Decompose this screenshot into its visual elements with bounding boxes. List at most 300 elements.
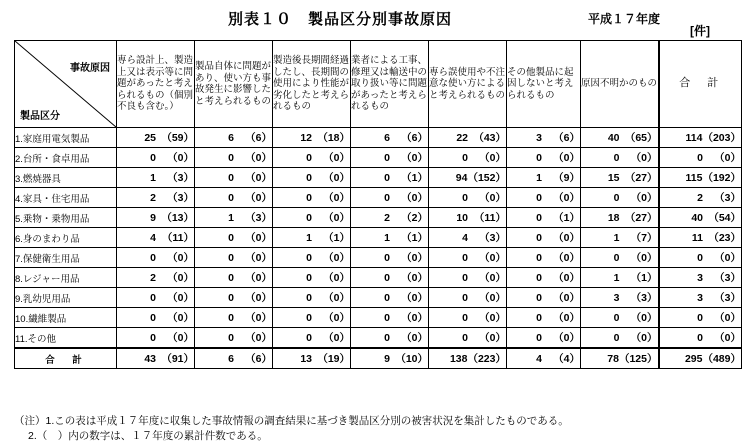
cell-value: 0 <box>613 312 620 324</box>
table-row <box>15 308 742 328</box>
cell-value: 0 <box>536 212 542 224</box>
cell-cumulative-value: 0 <box>641 332 647 344</box>
cell-cumulative-value: 0 <box>489 252 496 264</box>
cell-value: 2 <box>384 212 390 224</box>
cell-cumulative-wrap: （0） <box>323 152 350 164</box>
row-label: 7.保健衛生用品 <box>15 248 117 268</box>
cell-cumulative-value: 0 <box>333 332 340 344</box>
total-cumulative-value: 91 <box>171 353 184 365</box>
cell-cumulative-wrap: （3） <box>245 212 272 224</box>
cell-cumulative-value: 0 <box>563 232 570 244</box>
cell-cumulative-value: 0 <box>489 192 496 204</box>
cell-cumulative-value: 0 <box>411 192 418 204</box>
cell-cumulative-wrap: （0） <box>714 252 741 264</box>
cell-value: 0 <box>384 152 390 164</box>
table-cell <box>507 288 581 308</box>
cell-cumulative-value: 3 <box>724 292 731 304</box>
cell-cumulative-wrap: （0） <box>401 292 428 304</box>
cell-cumulative-wrap: （0） <box>401 272 428 284</box>
cell-cumulative-value: 0 <box>333 172 340 184</box>
cell-cumulative-wrap: （0） <box>479 192 506 204</box>
cell-cumulative-value: 1 <box>411 232 418 244</box>
cell-value: 2 <box>150 192 156 204</box>
cell-value: 0 <box>536 272 542 284</box>
cell-value: 0 <box>697 252 703 264</box>
table-cell <box>351 188 429 208</box>
table-cell <box>195 228 273 248</box>
table-row <box>15 188 742 208</box>
cell-cumulative-wrap: （6） <box>401 132 428 144</box>
cell-value: 0 <box>384 272 390 284</box>
table-cell <box>351 228 429 248</box>
title-row <box>0 8 755 30</box>
cell-cumulative-wrap: （13） <box>161 212 194 224</box>
table-cell <box>429 168 507 188</box>
cell-cumulative-value: 203 <box>712 132 731 144</box>
cell-cumulative-wrap: （0） <box>167 312 194 324</box>
table-row <box>15 268 742 288</box>
cell-cumulative-wrap: （0） <box>245 232 272 244</box>
column-header-design-manufacture: 専ら設計上、製造上又は表示等に問題があったと考えられるもの（個別不良も含む。） <box>117 41 195 128</box>
cell-cumulative-value: 0 <box>333 312 340 324</box>
table-cell <box>429 248 507 268</box>
table-row <box>15 228 742 248</box>
cell-value: 25 <box>144 132 156 144</box>
table-cell <box>581 188 659 208</box>
total-cumulative-value: 10 <box>405 353 418 365</box>
cell-value: 0 <box>306 272 312 284</box>
table-cell <box>659 148 742 168</box>
table-cell <box>195 308 273 328</box>
cell-cumulative-wrap: （0） <box>167 292 194 304</box>
cell-cumulative-value: 0 <box>177 292 184 304</box>
accident-cause-table <box>14 40 742 369</box>
table-cell <box>659 328 742 349</box>
cell-cumulative-value: 0 <box>724 332 731 344</box>
cell-cumulative-value: 0 <box>641 152 647 164</box>
cell-value: 0 <box>228 272 234 284</box>
table-row <box>15 248 742 268</box>
cell-value: 1 <box>613 272 620 284</box>
total-cumulative-wrap: （19） <box>317 353 350 365</box>
table-cell <box>195 128 273 148</box>
cell-value: 0 <box>306 312 312 324</box>
cell-value: 0 <box>228 332 234 344</box>
table-cell <box>117 328 195 349</box>
row-label: 10.繊維製品 <box>15 308 117 328</box>
cell-value: 9 <box>150 212 156 224</box>
table-row <box>15 148 742 168</box>
column-header-non-product: その他製品に起因しないと考えられるもの <box>507 41 581 128</box>
column-header-installation-repair: 業者による工事、修理又は輸送中の取り扱い等に問題があったと考えられるもの <box>351 41 429 128</box>
cell-cumulative-wrap: （0） <box>167 252 194 264</box>
table-cell <box>117 268 195 288</box>
table-cell <box>581 308 659 328</box>
cell-cumulative-wrap: （59） <box>161 132 194 144</box>
table-cell <box>273 288 351 308</box>
table-cell <box>581 168 659 188</box>
cell-value: 0 <box>613 152 620 164</box>
cell-cumulative-value: 65 <box>635 132 647 144</box>
cell-cumulative-value: 1 <box>333 232 340 244</box>
cell-value: 114 <box>685 132 703 144</box>
cell-cumulative-value: 0 <box>489 312 496 324</box>
cell-cumulative-wrap: （6） <box>245 132 272 144</box>
table-cell <box>581 268 659 288</box>
cell-value: 0 <box>697 332 703 344</box>
cell-cumulative-value: 0 <box>724 152 731 164</box>
cell-value: 0 <box>462 292 468 304</box>
table-cell <box>351 328 429 349</box>
total-cumulative-value: 489 <box>712 353 731 365</box>
cell-value: 0 <box>536 192 542 204</box>
cell-cumulative-value: 0 <box>724 252 731 264</box>
table-cell <box>351 248 429 268</box>
table-cell <box>507 328 581 349</box>
cell-cumulative-wrap: （203） <box>702 132 741 144</box>
table-cell <box>659 288 742 308</box>
table-cell <box>195 248 273 268</box>
cell-value: 11 <box>691 232 703 244</box>
table-cell <box>581 248 659 268</box>
cell-value: 1 <box>306 232 312 244</box>
table-cell <box>273 268 351 288</box>
cell-value: 0 <box>228 232 234 244</box>
cell-value: 0 <box>462 312 468 324</box>
column-header-aging: 製造後長期間経過したし、長期間の使用により性能が劣化したと考えられるもの <box>273 41 351 128</box>
cell-cumulative-value: 0 <box>333 272 340 284</box>
cell-value: 6 <box>228 132 234 144</box>
table-cell <box>195 328 273 349</box>
cell-cumulative-value: 0 <box>333 292 340 304</box>
cell-cumulative-value: 23 <box>718 232 731 244</box>
total-cumulative-value: 4 <box>563 353 570 365</box>
row-label: 5.乗物・乗物用品 <box>15 208 117 228</box>
cell-cumulative-wrap: （6） <box>553 132 580 144</box>
cell-cumulative-value: 43 <box>483 132 496 144</box>
cell-cumulative-value: 0 <box>255 312 262 324</box>
table-cell <box>117 228 195 248</box>
cell-value: 1 <box>228 212 234 224</box>
cell-cumulative-value: 0 <box>333 152 340 164</box>
cell-value: 4 <box>462 232 468 244</box>
cell-cumulative-value: 0 <box>563 332 570 344</box>
cell-value: 0 <box>306 292 312 304</box>
cell-value: 0 <box>306 152 312 164</box>
cell-cumulative-wrap: （0） <box>630 252 658 264</box>
cell-cumulative-value: 3 <box>724 192 731 204</box>
cell-cumulative-wrap: （0） <box>553 312 580 324</box>
table-cell <box>659 228 742 248</box>
table-cell <box>507 268 581 288</box>
cell-cumulative-value: 0 <box>177 152 184 164</box>
cell-cumulative-value: 54 <box>718 212 731 224</box>
table-cell <box>429 308 507 328</box>
total-cumulative-wrap: （6） <box>245 353 272 365</box>
table-cell <box>507 188 581 208</box>
table-cell <box>195 148 273 168</box>
corner-cause-label: 事故原因 <box>70 63 110 74</box>
cell-cumulative-wrap: （0） <box>553 272 580 284</box>
table-total-row <box>15 348 742 369</box>
cell-cumulative-value: 7 <box>641 232 647 244</box>
cell-cumulative-value: 0 <box>411 272 418 284</box>
cell-cumulative-wrap: （23） <box>708 232 741 244</box>
table-header-row <box>15 41 742 128</box>
cell-cumulative-value: 0 <box>255 252 262 264</box>
cell-value: 0 <box>613 192 620 204</box>
table-body <box>15 128 742 369</box>
cell-cumulative-wrap: （0） <box>245 332 272 344</box>
cell-cumulative-wrap: （27） <box>624 172 658 184</box>
cell-cumulative-wrap: （0） <box>323 332 350 344</box>
cell-value: 0 <box>150 332 156 344</box>
cell-cumulative-wrap: （0） <box>323 172 350 184</box>
table-cell <box>507 228 581 248</box>
table-cell <box>507 148 581 168</box>
cell-value: 0 <box>306 172 312 184</box>
cell-cumulative-wrap: （0） <box>553 152 580 164</box>
table-cell <box>581 148 659 168</box>
table-cell <box>351 288 429 308</box>
cell-cumulative-wrap: （3） <box>630 292 658 304</box>
cell-cumulative-wrap: （0） <box>479 272 506 284</box>
cell-cumulative-wrap: （0） <box>630 152 658 164</box>
cell-value: 0 <box>150 152 156 164</box>
cell-cumulative-wrap: （0） <box>323 312 350 324</box>
cell-cumulative-value: 0 <box>641 192 647 204</box>
cell-cumulative-value: 6 <box>255 132 262 144</box>
cell-cumulative-wrap: （0） <box>167 152 194 164</box>
cell-cumulative-wrap: （0） <box>401 152 428 164</box>
cell-cumulative-value: 192 <box>712 172 731 184</box>
table-row <box>15 208 742 228</box>
table-cell <box>273 248 351 268</box>
cell-value: 0 <box>536 232 542 244</box>
cell-cumulative-value: 27 <box>635 172 647 184</box>
table-cell <box>581 208 659 228</box>
cell-value: 3 <box>697 272 703 284</box>
cell-cumulative-value: 1 <box>641 272 647 284</box>
table-cell <box>117 208 195 228</box>
cell-cumulative-value: 0 <box>333 192 340 204</box>
cell-cumulative-wrap: （27） <box>624 212 658 224</box>
cell-cumulative-wrap: （152） <box>467 172 506 184</box>
cell-value: 0 <box>228 172 234 184</box>
column-header-misuse: 専ら誤使用や不注意な使い方によると考えられるもの <box>429 41 507 128</box>
cell-cumulative-wrap: （0） <box>479 332 506 344</box>
table-cell <box>351 308 429 328</box>
table-cell <box>581 128 659 148</box>
row-label: 2.台所・食卓用品 <box>15 148 117 168</box>
cell-value: 18 <box>607 212 620 224</box>
total-value: 4 <box>536 353 542 365</box>
cell-value: 1 <box>536 172 542 184</box>
total-cell <box>507 348 581 369</box>
table-cell <box>117 188 195 208</box>
total-value: 295 <box>684 353 703 365</box>
cell-cumulative-value: 0 <box>641 252 647 264</box>
cell-cumulative-value: 152 <box>477 172 496 184</box>
cell-cumulative-wrap: （43） <box>473 132 506 144</box>
cell-cumulative-value: 0 <box>489 332 496 344</box>
cell-value: 0 <box>228 252 234 264</box>
cell-cumulative-wrap: （0） <box>245 272 272 284</box>
cell-value: 1 <box>613 232 620 244</box>
cell-cumulative-wrap: （0） <box>630 192 658 204</box>
cell-cumulative-value: 0 <box>255 192 262 204</box>
table-cell <box>273 128 351 148</box>
cell-cumulative-wrap: （192） <box>702 172 741 184</box>
table-cell <box>273 188 351 208</box>
cell-value: 40 <box>607 132 620 144</box>
cell-cumulative-value: 0 <box>563 292 570 304</box>
table-cell <box>195 268 273 288</box>
cell-cumulative-value: 3 <box>641 292 647 304</box>
table-cell <box>195 168 273 188</box>
cell-value: 115 <box>685 172 703 184</box>
cell-cumulative-value: 2 <box>411 212 418 224</box>
table-cell <box>507 308 581 328</box>
cell-cumulative-wrap: （0） <box>245 292 272 304</box>
cell-cumulative-wrap: （3） <box>714 192 741 204</box>
table-corner-cell <box>15 41 117 128</box>
cell-cumulative-value: 13 <box>171 212 184 224</box>
cell-value: 6 <box>384 132 390 144</box>
cell-value: 12 <box>300 132 312 144</box>
table-cell <box>273 228 351 248</box>
table-cell <box>507 168 581 188</box>
total-cumulative-wrap: （489） <box>702 353 741 365</box>
cell-value: 0 <box>306 192 312 204</box>
table-cell <box>659 248 742 268</box>
table-cell <box>351 168 429 188</box>
cell-cumulative-value: 0 <box>489 152 496 164</box>
cell-cumulative-wrap: （0） <box>323 252 350 264</box>
table-cell <box>659 208 742 228</box>
row-label: 1.家庭用電気製品 <box>15 128 117 148</box>
table-cell <box>507 248 581 268</box>
table-cell <box>659 128 742 148</box>
cell-value: 0 <box>536 152 542 164</box>
total-cumulative-value: 223 <box>477 353 496 365</box>
table-row <box>15 128 742 148</box>
cell-value: 0 <box>384 172 390 184</box>
cell-cumulative-value: 0 <box>411 152 418 164</box>
cell-cumulative-value: 3 <box>177 172 184 184</box>
cell-cumulative-value: 0 <box>255 172 262 184</box>
cell-cumulative-value: 0 <box>333 212 340 224</box>
table-cell <box>117 248 195 268</box>
cell-value: 0 <box>228 192 234 204</box>
cell-value: 0 <box>228 312 234 324</box>
row-label: 6.身のまわり品 <box>15 228 117 248</box>
cell-cumulative-value: 0 <box>563 152 570 164</box>
page-title: 別表１０ 製品区分別事故原因 <box>228 11 453 28</box>
table-cell <box>581 288 659 308</box>
table-cell <box>429 208 507 228</box>
cell-value: 10 <box>456 212 468 224</box>
row-label: 4.家具・住宅用品 <box>15 188 117 208</box>
cell-value: 0 <box>384 312 390 324</box>
total-cell <box>429 348 507 369</box>
row-label: 9.乳幼児用品 <box>15 288 117 308</box>
cell-cumulative-value: 0 <box>489 272 496 284</box>
cell-value: 15 <box>607 172 620 184</box>
cell-cumulative-wrap: （11） <box>161 232 194 244</box>
cell-value: 0 <box>384 292 390 304</box>
total-value: 138 <box>449 353 468 365</box>
cell-value: 3 <box>697 292 703 304</box>
cell-cumulative-value: 6 <box>411 132 418 144</box>
row-label: 3.燃焼器具 <box>15 168 117 188</box>
total-cumulative-wrap: （10） <box>395 353 428 365</box>
cell-value: 0 <box>697 312 703 324</box>
cell-value: 0 <box>536 252 542 264</box>
cell-value: 0 <box>536 292 542 304</box>
table-cell <box>195 208 273 228</box>
cell-value: 1 <box>150 172 156 184</box>
cell-cumulative-value: 3 <box>489 232 496 244</box>
table-cell <box>581 228 659 248</box>
total-cumulative-value: 125 <box>629 353 647 365</box>
cell-cumulative-wrap: （0） <box>245 172 272 184</box>
total-cell <box>351 348 429 369</box>
cell-value: 0 <box>384 252 390 264</box>
cell-value: 2 <box>150 272 156 284</box>
cell-cumulative-wrap: （0） <box>479 252 506 264</box>
total-value: 13 <box>300 353 312 365</box>
cell-value: 3 <box>613 292 620 304</box>
cell-cumulative-value: 3 <box>177 192 184 204</box>
total-value: 9 <box>384 353 390 365</box>
cell-cumulative-wrap: （0） <box>479 292 506 304</box>
cell-cumulative-wrap: （1） <box>401 172 428 184</box>
table-row <box>15 168 742 188</box>
cell-cumulative-value: 0 <box>255 332 262 344</box>
cell-cumulative-value: 0 <box>255 272 262 284</box>
table-cell <box>117 128 195 148</box>
table-cell <box>273 308 351 328</box>
cell-cumulative-wrap: （65） <box>624 132 658 144</box>
cell-value: 94 <box>455 172 468 184</box>
table-cell <box>429 328 507 349</box>
cell-value: 0 <box>150 252 156 264</box>
table-cell <box>429 188 507 208</box>
cell-cumulative-wrap: （7） <box>630 232 658 244</box>
cell-cumulative-value: 0 <box>177 252 184 264</box>
table-cell <box>429 228 507 248</box>
cell-cumulative-wrap: （0） <box>245 152 272 164</box>
column-header-product-and-usage: 製品自体に問題があり、使い方も事故発生に影響したと考えられるもの <box>195 41 273 128</box>
cell-cumulative-wrap: （0） <box>323 192 350 204</box>
cell-cumulative-wrap: （3） <box>479 232 506 244</box>
cell-cumulative-value: 0 <box>563 252 570 264</box>
table-cell <box>117 168 195 188</box>
cell-cumulative-wrap: （0） <box>553 232 580 244</box>
cell-value: 0 <box>462 332 468 344</box>
cell-cumulative-value: 0 <box>255 292 262 304</box>
table-cell <box>429 128 507 148</box>
fiscal-year-label: 平成１７年度 <box>588 12 661 26</box>
table-cell <box>117 308 195 328</box>
table-cell <box>273 168 351 188</box>
cell-cumulative-value: 11 <box>484 212 496 224</box>
cell-cumulative-wrap: （0） <box>245 192 272 204</box>
cell-value: 0 <box>384 332 390 344</box>
cell-cumulative-value: 0 <box>411 252 418 264</box>
cell-cumulative-value: 1 <box>411 172 418 184</box>
